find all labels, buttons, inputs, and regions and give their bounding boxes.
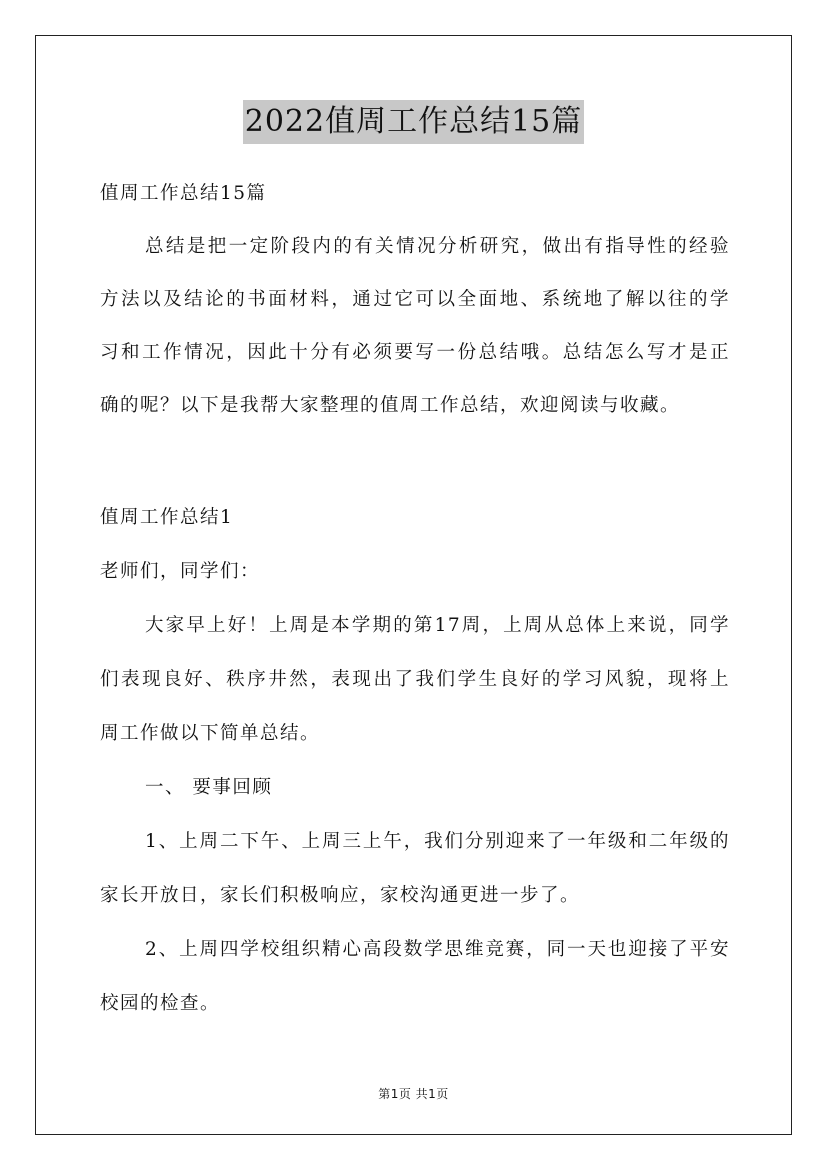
paragraph-line: 大家早上好！上周是本学期的第17周，上周从总体上来说，同学 (145, 615, 730, 636)
paragraph-line: 们表现良好、秩序井然，表现出了我们学生良好的学习风貌，现将上 (100, 669, 730, 690)
document-title: 2022值周工作总结15篇 (243, 100, 585, 144)
paragraph-line: 总结是把一定阶段内的有关情况分析研究，做出有指导性的经验 (145, 236, 730, 257)
paragraph-line: 2、上周四学校组织精心高段数学思维竞赛，同一天也迎接了平安 (145, 939, 730, 960)
subtitle-line: 值周工作总结15篇 (100, 183, 267, 204)
paragraph-line: 家长开放日，家长们积极响应，家校沟通更进一步了。 (100, 885, 581, 906)
salutation-line: 老师们，同学们： (100, 561, 261, 582)
paragraph-line: 方法以及结论的书面材料，通过它可以全面地、系统地了解以往的学 (100, 289, 730, 310)
page-footer: 第1页 共1页 (378, 1087, 449, 1101)
paragraph-line: 习和工作情况，因此十分有必须要写一份总结哦。总结怎么写才是正 (100, 342, 730, 363)
subsection-heading: 一、 要事回顾 (145, 777, 273, 798)
section-heading: 值周工作总结1 (100, 507, 234, 528)
paragraph-line: 校园的检查。 (100, 993, 221, 1014)
title-container (0, 100, 827, 144)
paragraph-line: 1、上周二下午、上周三上午，我们分别迎来了一年级和二年级的 (145, 831, 730, 852)
paragraph-line: 确的呢？以下是我帮大家整理的值周工作总结，欢迎阅读与收藏。 (100, 395, 681, 416)
paragraph-line: 周工作做以下简单总结。 (100, 723, 321, 744)
